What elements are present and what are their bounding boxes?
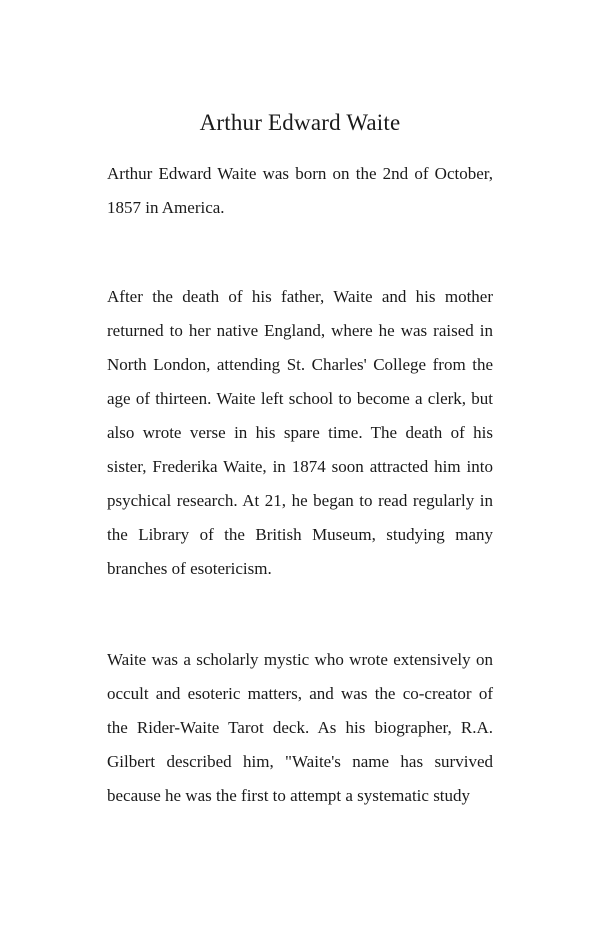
paragraph-early-life: After the death of his father, Waite and his mother returned to her native England, where he was raised in North London, attending St. Charles' College from the age of thirteen. Waite left school to become a clerk, but also wrote verse in his spare time. The death of his sister, Frederika Waite, in 1874 soon attracted him into psychical research. At 21, he began to read regularly in the Library of the British Museum, studying many branches of esotericism. [107, 287, 493, 578]
paragraph-scholarly-mystic: Waite was a scholarly mystic who wrote extensively on occult and esoteric matters, and was the co-creator of the Rider-Waite Tarot deck. As his biographer, R.A. Gilbert described him, "Waite's name has survived because he was the first to attempt a systematic study [107, 650, 493, 805]
page-title: Arthur Edward Waite [199, 110, 401, 135]
paragraph-birth: Arthur Edward Waite was born on the 2nd of October, 1857 in America. [107, 164, 493, 217]
